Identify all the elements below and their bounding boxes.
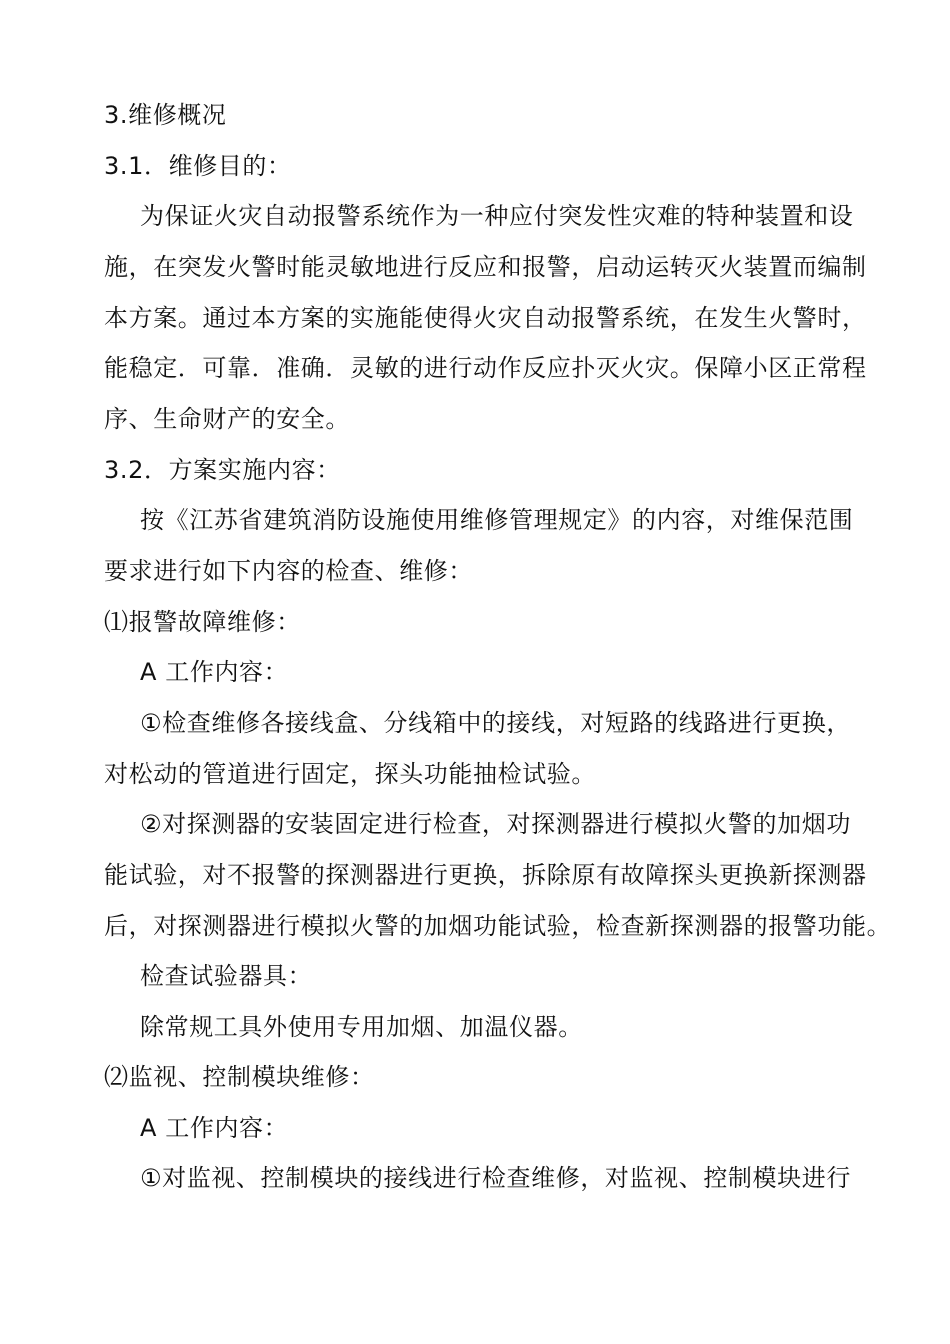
item1-step1-line: ①检查维修各接线盒、分线箱中的接线，对短路的线路进行更换， bbox=[140, 709, 851, 737]
intro-line: 按《江苏省建筑消防设施使用维修管理规定》的内容，对维保范围 bbox=[140, 506, 854, 534]
purpose-line: 能稳定．可靠．准确．灵敏的进行动作反应扑灭火灾。保障小区正常程 bbox=[104, 354, 867, 382]
item1-work-label: A 工作内容： bbox=[140, 658, 289, 686]
purpose-line: 本方案。通过本方案的实施能使得火灾自动报警系统，在发生火警时， bbox=[104, 304, 867, 332]
item2-step1-line: ①对监视、控制模块的接线进行检查维修，对监视、控制模块进行 bbox=[140, 1164, 851, 1192]
section-heading: 3.维修概况 bbox=[104, 101, 227, 129]
intro-line: 要求进行如下内容的检查、维修： bbox=[104, 557, 473, 585]
item1-step2-line: 能试验，对不报警的探测器进行更换，拆除原有故障探头更换新探测器 bbox=[104, 861, 867, 889]
subsection-3-1-title: 3.1．维修目的： bbox=[104, 152, 292, 180]
item2-title: ⑵监视、控制模块维修： bbox=[104, 1063, 375, 1091]
item1-tools-text: 除常规工具外使用专用加烟、加温仪器。 bbox=[140, 1013, 583, 1041]
purpose-line: 施，在突发火警时能灵敏地进行反应和报警，启动运转灭火装置而编制 bbox=[104, 253, 867, 281]
item1-step2-line: 后，对探测器进行模拟火警的加烟功能试验，检查新探测器的报警功能。 bbox=[104, 912, 892, 940]
item1-step1-line: 对松动的管道进行固定，探头功能抽检试验。 bbox=[104, 760, 596, 788]
purpose-line: 序、生命财产的安全。 bbox=[104, 405, 350, 433]
item2-work-label: A 工作内容： bbox=[140, 1114, 289, 1142]
item1-step2-line: ②对探测器的安装固定进行检查，对探测器进行模拟火警的加烟功 bbox=[140, 810, 851, 838]
subsection-3-2-title: 3.2．方案实施内容： bbox=[104, 456, 341, 484]
item1-tools-label: 检查试验器具： bbox=[140, 962, 313, 990]
purpose-line: 为保证火灾自动报警系统作为一种应付突发性灾难的特种装置和设 bbox=[140, 202, 854, 230]
item1-title: ⑴报警故障维修： bbox=[104, 608, 301, 636]
